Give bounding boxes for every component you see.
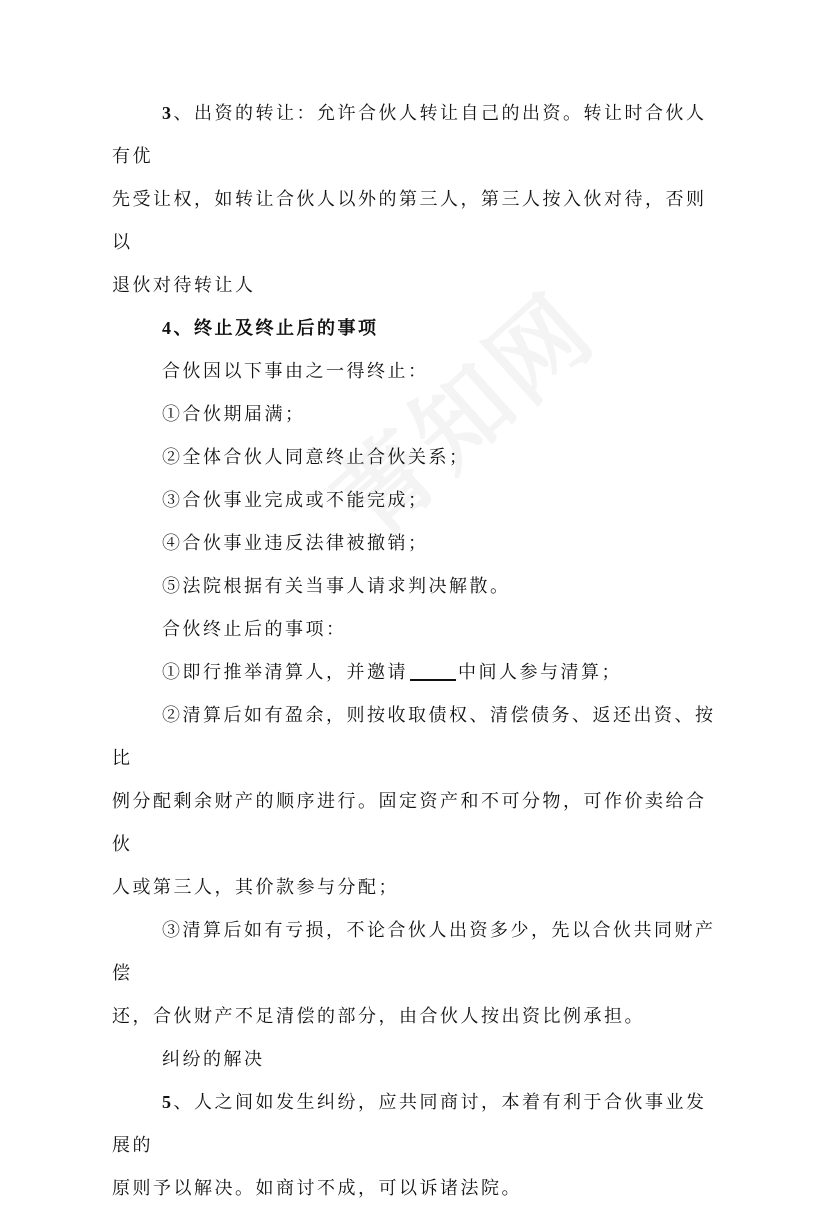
section-5-line-1: 、人之间如发生纠纷，应共同商讨，本着有利于合伙事业发展的 (112, 1092, 707, 1156)
section-3-transfer-of-capital (112, 92, 716, 307)
termination-item-5: ⑤法院根据有关当事人请求判决解散。 (162, 576, 511, 597)
after-item-1 (112, 651, 716, 694)
termination-item-3: ③合伙事业完成或不能完成； (162, 490, 429, 511)
fill-in-blank-line (410, 679, 456, 681)
dispute-heading: 纠纷的解决 (162, 1049, 265, 1070)
after-item-2 (112, 694, 716, 909)
section-4-number: 4 (162, 318, 174, 338)
after-item-2-line-1: ②清算后如有盈余，则按收取债权、清偿债务、返还出资、按比 (112, 705, 716, 769)
after-item-2-line-3: 人或第三人，其价款参与分配； (112, 877, 399, 898)
section-4-heading-text: 、终止及终止后的事项 (173, 318, 379, 339)
section-3-line-2: 先受让权，如转让合伙人以外的第三人，第三人按入伙对待，否则以 (112, 189, 707, 253)
document-body (112, 92, 716, 1210)
termination-item-1: ①合伙期届满； (162, 404, 306, 425)
section-5-line-2: 原则予以解决。如商讨不成，可以诉诸法院。 (112, 1178, 522, 1199)
after-item-1-before-blank: ①即行推举清算人，并邀请 (162, 662, 408, 683)
after-item-3 (112, 909, 716, 1038)
after-item-3-line-2: 还，合伙财产不足清偿的部分，由合伙人按出资比例承担。 (112, 1006, 645, 1027)
termination-item-2: ②全体合伙人同意终止合伙关系； (162, 447, 470, 468)
section-3-number: 3 (162, 103, 174, 123)
section-3-line-3: 退伙对待转让人 (112, 275, 256, 296)
section-3-line-1: 、出资的转让：允许合伙人转让自己的出资。转让时合伙人有优 (112, 103, 707, 167)
section-4-heading (112, 307, 716, 350)
after-item-1-after-blank: 中间人参与清算； (458, 662, 622, 683)
termination-item-4: ④合伙事业违反法律被撤销； (162, 533, 429, 554)
after-item-3-line-1: ③清算后如有亏损，不论合伙人出资多少，先以合伙共同财产偿 (112, 920, 716, 984)
after-termination-intro: 合伙终止后的事项： (162, 619, 347, 640)
section-5-number: 5 (162, 1092, 174, 1112)
termination-intro: 合伙因以下事由之一得终止： (162, 361, 429, 382)
after-item-2-line-2: 例分配剩余财产的顺序进行。固定资产和不可分物，可作价卖给合伙 (112, 791, 707, 855)
section-5-dispute-resolution (112, 1081, 716, 1210)
